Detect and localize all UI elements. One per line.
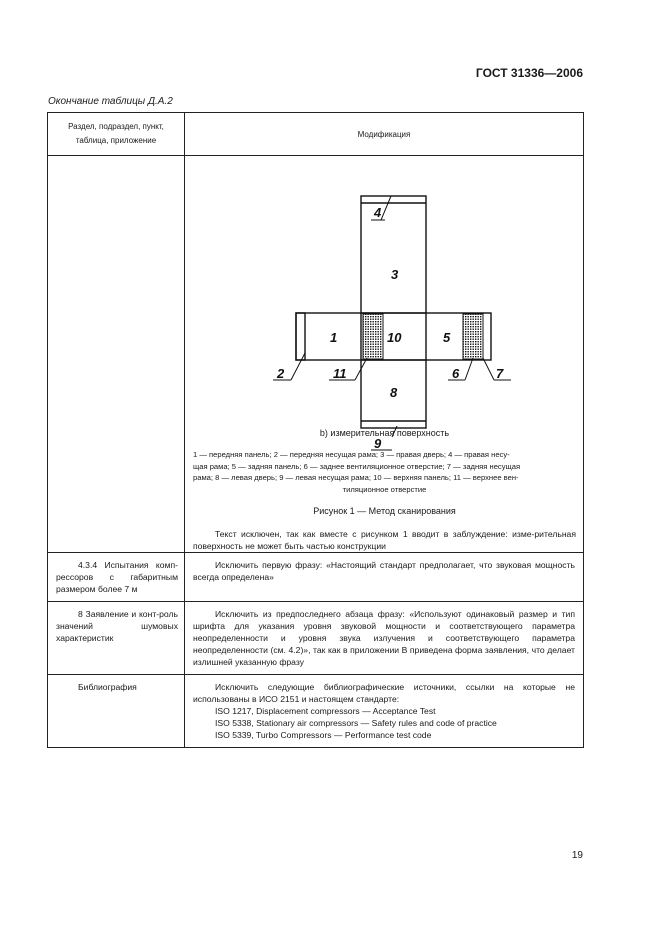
- legend-line-1: 1 — передняя панель; 2 — передняя несущая рама; 3 — правая дверь; 4 — правая несу-: [193, 450, 510, 459]
- bibliography-ref: ISO 1217, Displacement compressors — Acceptance Test: [215, 706, 436, 716]
- modification-text: Исключить первую фразу: «Настоящий стандарт предполагает, что звуковая мощность всегда определена»: [193, 560, 575, 582]
- table-row: [48, 675, 584, 748]
- table-header-row: [48, 113, 584, 156]
- right-door-panel: [361, 196, 426, 313]
- legend-line-4: тиляционное отверстие: [342, 484, 427, 494]
- figure-row-section: [48, 156, 185, 553]
- col2-header: Модификация: [185, 113, 584, 156]
- label-10: 10: [387, 330, 402, 345]
- legend-line-2: щая рама; 5 — задняя панель; 6 — заднее вентиляционное отверстие; 7 — задняя несущая: [193, 461, 521, 471]
- legend-line-3: рама; 8 — левая дверь; 9 — левая несущая рама; 10 — верхняя панель; 11 — верхнее вен-: [193, 473, 519, 482]
- figure-note: Текст исключен, так как вместе с рисунком 1 вводит в заблуждение: изме-рительная поверхность не может быть частью конструкции: [193, 529, 576, 551]
- top-vent: [363, 314, 383, 359]
- row-section: [48, 602, 185, 675]
- figure-legend: [193, 449, 576, 495]
- label-5: 5: [443, 330, 451, 345]
- label-8: 8: [390, 385, 398, 400]
- col1-header-line1: Раздел, подраздел, пункт,: [68, 122, 164, 131]
- row-section: [48, 553, 185, 602]
- row-section: [48, 675, 185, 748]
- row-modification: [185, 602, 584, 675]
- label-2: 2: [277, 366, 285, 381]
- label-1: 1: [330, 330, 338, 345]
- figure-subcaption: b) измерительная поверхность: [319, 428, 450, 438]
- section-text: Библиография: [78, 682, 137, 692]
- modifications-table: [47, 112, 584, 748]
- label-6: 6: [452, 366, 460, 381]
- scanning-figure: [185, 156, 584, 552]
- front-frame-strip: [296, 313, 305, 360]
- label-7: 7: [496, 366, 504, 381]
- col1-header: [48, 113, 185, 156]
- label-11: 11: [333, 366, 347, 381]
- figure-cell: [185, 156, 584, 553]
- figure-caption: Рисунок 1 — Метод сканирования: [313, 506, 456, 516]
- row-modification: [185, 553, 584, 602]
- table-row: [48, 602, 584, 675]
- row-modification: [185, 675, 584, 748]
- label-9: 9: [374, 436, 382, 451]
- table-caption: Окончание таблицы Д.А.2: [48, 96, 173, 107]
- modification-text: Исключить из предпоследнего абзаца фразу: «Используют одинаковый размер и тип шрифта для указания уровня звуковой мощности и соответствующего параметра неопределенности и уровня звука излучения и соответствующего параметра неопределенности (см. 4.2)», так как в приложении В приведена форма заявления, что делает излишней указанную фразу: [193, 609, 575, 667]
- modification-text: Исключить следующие библиографические источники, ссылки на которые не использованы в ИСО 2151 и настоящем стандарте:: [193, 682, 575, 704]
- section-text: 4.3.4 Испытания комп-рессоров с габаритным размером более 7 м: [56, 560, 178, 594]
- section-text: 8 Заявление и конт-роль значений шумовых характеристик: [56, 609, 178, 643]
- rear-vent: [463, 314, 483, 359]
- figure-row: [48, 156, 584, 553]
- page-number: 19: [571, 850, 583, 861]
- label-3: 3: [391, 267, 399, 282]
- bibliography-ref: ISO 5338, Stationary air compressors — Safety rules and code of practice: [215, 718, 497, 728]
- col1-header-line2: таблица, приложение: [75, 136, 157, 145]
- bibliography-ref: ISO 5339, Turbo Compressors — Performance test code: [215, 730, 432, 740]
- label-4: 4: [374, 205, 382, 220]
- table-row: [48, 553, 584, 602]
- document-code: ГОСТ 31336—2006: [475, 66, 583, 80]
